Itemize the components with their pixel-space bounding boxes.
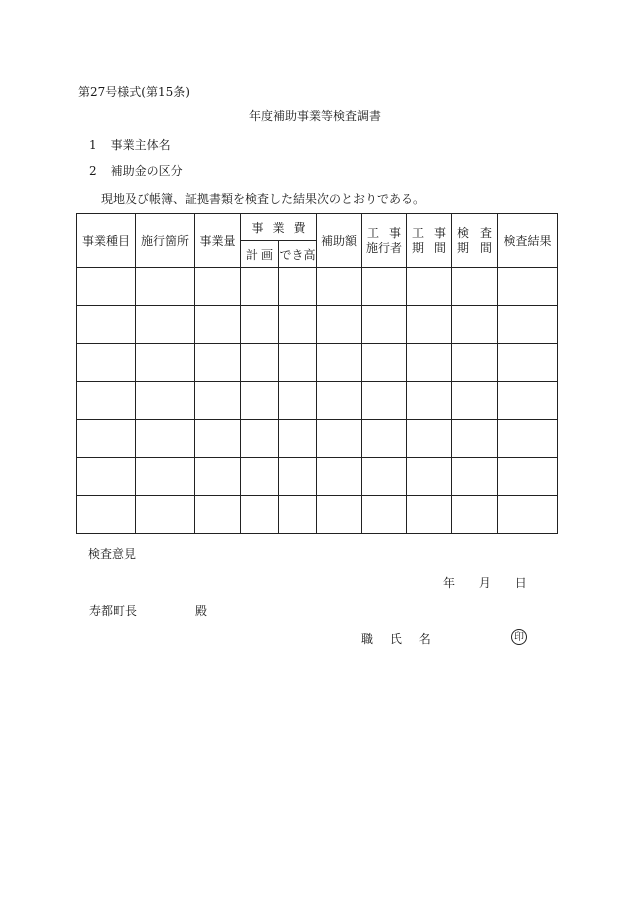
header-result: 検査結果 <box>498 214 558 268</box>
table-cell <box>195 268 241 306</box>
header-contractor <box>362 214 407 268</box>
table-cell <box>241 382 279 420</box>
header-contractor-bottom: 施行者 <box>366 240 403 255</box>
table-cell <box>498 306 558 344</box>
header-location: 施行箇所 <box>136 214 195 268</box>
table-cell <box>279 344 317 382</box>
table-cell <box>136 496 195 534</box>
char: 期 <box>412 240 425 255</box>
table-cell <box>77 382 136 420</box>
table-cell <box>77 496 136 534</box>
table-cell <box>195 496 241 534</box>
table-cell <box>317 458 362 496</box>
inspector-char: 氏 <box>389 632 402 646</box>
table-cell <box>317 306 362 344</box>
table-cell <box>362 420 407 458</box>
header-cost-group <box>241 214 317 241</box>
char: 事 <box>389 225 402 240</box>
inspector-title-name <box>361 633 431 645</box>
table-cell <box>362 382 407 420</box>
char: 検 <box>457 225 470 240</box>
item-number: 2 <box>89 164 97 178</box>
date-month: 月 <box>478 576 491 590</box>
table-cell <box>77 420 136 458</box>
table-cell <box>279 496 317 534</box>
table-cell <box>452 268 498 306</box>
header-work-period-top <box>407 226 451 241</box>
table-cell <box>241 268 279 306</box>
item-subsidy-category <box>89 165 183 177</box>
table-cell <box>241 420 279 458</box>
inspection-opinion-label: 検査意見 <box>88 547 137 561</box>
date-day: 日 <box>514 576 527 590</box>
table-cell <box>407 344 452 382</box>
table-cell <box>407 458 452 496</box>
header-inspect-period-top <box>452 226 497 241</box>
table-cell <box>498 344 558 382</box>
table-cell <box>362 458 407 496</box>
item-label: 事業主体名 <box>110 138 171 152</box>
table-cell <box>279 306 317 344</box>
table-cell <box>452 458 498 496</box>
char: 間 <box>434 240 447 255</box>
inspector-char: 名 <box>418 632 431 646</box>
table-cell <box>241 344 279 382</box>
table-cell <box>317 496 362 534</box>
header-inspect-period-bottom <box>452 241 497 256</box>
addressee: 寿都町長 <box>89 604 138 618</box>
table-body <box>77 268 558 534</box>
seal-icon: 印 <box>511 629 527 645</box>
table-row <box>77 458 558 496</box>
table-cell <box>241 306 279 344</box>
table-cell <box>136 268 195 306</box>
item-business-entity <box>89 139 171 151</box>
table-cell <box>279 458 317 496</box>
char: 期 <box>457 240 470 255</box>
header-contractor-top <box>362 226 406 241</box>
table-cell <box>317 382 362 420</box>
table-cell <box>498 268 558 306</box>
table-cell <box>136 306 195 344</box>
header-cost-plan <box>241 241 279 268</box>
table-cell <box>452 344 498 382</box>
item-label: 補助金の区分 <box>110 164 183 178</box>
item-number: 1 <box>89 138 97 152</box>
table-row <box>77 306 558 344</box>
table-cell <box>407 420 452 458</box>
table-cell <box>279 268 317 306</box>
table-cell <box>498 382 558 420</box>
table-cell <box>362 344 407 382</box>
table-cell <box>77 458 136 496</box>
table-cell <box>498 458 558 496</box>
header-quantity: 事業量 <box>195 214 241 268</box>
table-row <box>77 420 558 458</box>
table-cell <box>317 268 362 306</box>
header-work-period-bottom <box>407 241 451 256</box>
table-cell <box>195 458 241 496</box>
table-cell <box>195 420 241 458</box>
table-row <box>77 268 558 306</box>
table-cell <box>317 344 362 382</box>
table-cell <box>136 382 195 420</box>
inspector-char: 職 <box>361 632 374 646</box>
header-row <box>77 214 558 241</box>
table-cell <box>136 458 195 496</box>
table-cell <box>452 420 498 458</box>
table-cell <box>407 306 452 344</box>
header-cost-plan-label <box>241 246 278 263</box>
header-business-type: 事業種目 <box>77 214 136 268</box>
char: 事 <box>434 225 447 240</box>
char: 工 <box>367 225 380 240</box>
char: 査 <box>480 225 493 240</box>
table-cell <box>362 306 407 344</box>
intro-text: 現地及び帳簿、証拠書類を検査した結果次のとおりである。 <box>101 192 426 206</box>
table-row <box>77 496 558 534</box>
addressee-suffix: 殿 <box>195 604 208 618</box>
table-cell <box>317 420 362 458</box>
header-subsidy: 補助額 <box>317 214 362 268</box>
table-cell <box>241 458 279 496</box>
date-line <box>443 577 527 589</box>
document-title: 年度補助事業等検査調書 <box>248 109 381 123</box>
char: 工 <box>412 225 425 240</box>
table-row <box>77 344 558 382</box>
table-cell <box>77 306 136 344</box>
table-cell <box>362 496 407 534</box>
char: 計 <box>246 247 259 262</box>
table-cell <box>362 268 407 306</box>
table-cell <box>452 496 498 534</box>
table-cell <box>407 382 452 420</box>
table-cell <box>77 344 136 382</box>
table-cell <box>279 382 317 420</box>
header-work-period <box>407 214 452 268</box>
char: 画 <box>260 247 273 262</box>
form-number: 第27号様式(第15条) <box>78 85 190 99</box>
table-cell <box>498 496 558 534</box>
date-year: 年 <box>443 576 456 590</box>
header-inspect-period <box>452 214 498 268</box>
table-cell <box>452 306 498 344</box>
table-cell <box>136 420 195 458</box>
table-cell <box>195 382 241 420</box>
table-cell <box>407 496 452 534</box>
table-cell <box>279 420 317 458</box>
table-row <box>77 382 558 420</box>
table-cell <box>195 306 241 344</box>
char: 間 <box>480 240 493 255</box>
table-cell <box>136 344 195 382</box>
table-cell <box>407 268 452 306</box>
table-cell <box>241 496 279 534</box>
header-cost-actual: でき高 <box>279 241 317 268</box>
table-cell <box>452 382 498 420</box>
header-cost-label: 事業費 <box>251 220 315 235</box>
table-cell <box>195 344 241 382</box>
table-cell <box>77 268 136 306</box>
table-cell <box>498 420 558 458</box>
inspection-table <box>76 213 558 534</box>
